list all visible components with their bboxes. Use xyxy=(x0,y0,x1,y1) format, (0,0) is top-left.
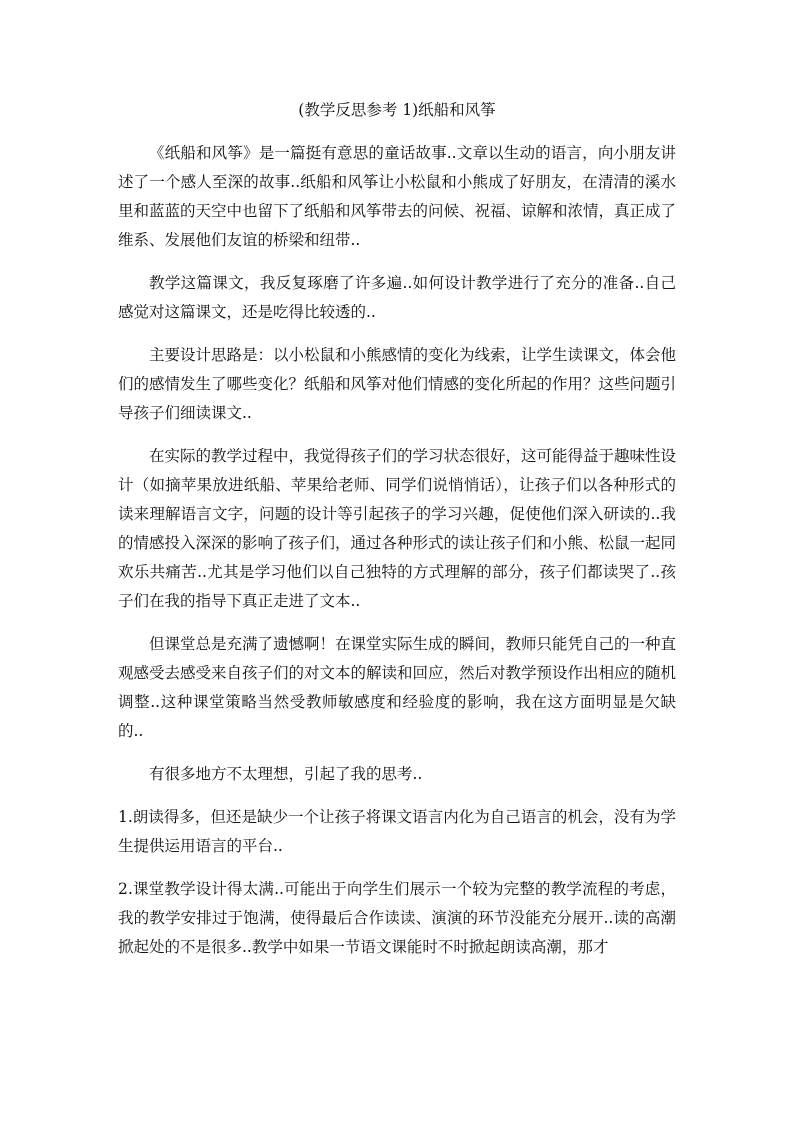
paragraph-preparation: 教学这篇课文，我反复琢磨了许多遍..如何设计教学进行了充分的准备..自己感觉对这篇课文，还是吃得比较透的.. xyxy=(118,274,676,321)
paragraph-intro: 《纸船和风筝》是一篇挺有意思的童话故事..文章以生动的语言，向小朋友讲述了一个感人至深的故事..纸船和风筝让小松鼠和小熊成了好朋友，在清清的溪水里和蓝蓝的天空中也留下了纸船和风筝带去的问候、祝福、谅解和浓情，真正成了维系、发展他们友谊的桥梁和纽带.. xyxy=(118,144,677,249)
paragraph-reflection-lead: 有很多地方不太理想，引起了我的思考.. xyxy=(149,765,423,783)
document-page xyxy=(118,96,676,976)
list-item-reflection-2: 2.课堂教学设计得太满..可能出于向学生们展示一个较为完整的教学流程的考虑，我的教学安排过于饱满，使得最后合作读读、演演的环节没能充分展开..读的高潮掀起处的不是很多..教学中如果一节语文课能时不时掀起朗读高潮，那才 xyxy=(118,880,676,956)
document-title: (教学反思参考 1)纸船和风筝 xyxy=(298,101,496,119)
paragraph-regret: 但课堂总是充满了遗憾啊！在课堂实际生成的瞬间，教师只能凭自己的一种直观感受去感受来自孩子们的对文本的解读和回应，然后对教学预设作出相应的随机调整..这种课堂策略当然受教师敏感度和经验度的影响，我在这方面明显是欠缺的.. xyxy=(118,635,677,740)
paragraph-teaching-process: 在实际的教学过程中，我觉得孩子们的学习状态很好，这可能得益于趣味性设计（如摘苹果放进纸船、苹果给老师、同学们说悄悄话），让孩子们以各种形式的读来理解语言文字，问题的设计等引起孩子的学习兴趣，促使他们深入研读的..我的情感投入深深的影响了孩子们，通过各种形式的读让孩子们和小熊、松鼠一起同欢乐共痛苦..尤其是学习他们以自己独特的方式理解的部分，孩子们都读哭了..孩子们在我的指导下真正走进了文本.. xyxy=(118,447,677,610)
paragraph-design-idea: 主要设计思路是：以小松鼠和小熊感情的变化为线索，让学生读课文，体会他们的感情发生了哪些变化？纸船和风筝对他们情感的变化所起的作用？这些问题引导孩子们细读课文.. xyxy=(118,346,677,422)
list-item-reflection-1: 1.朗读得多，但还是缺少一个让孩子将课文语言内化为自己语言的机会，没有为学生提供运用语言的平台.. xyxy=(118,808,676,855)
